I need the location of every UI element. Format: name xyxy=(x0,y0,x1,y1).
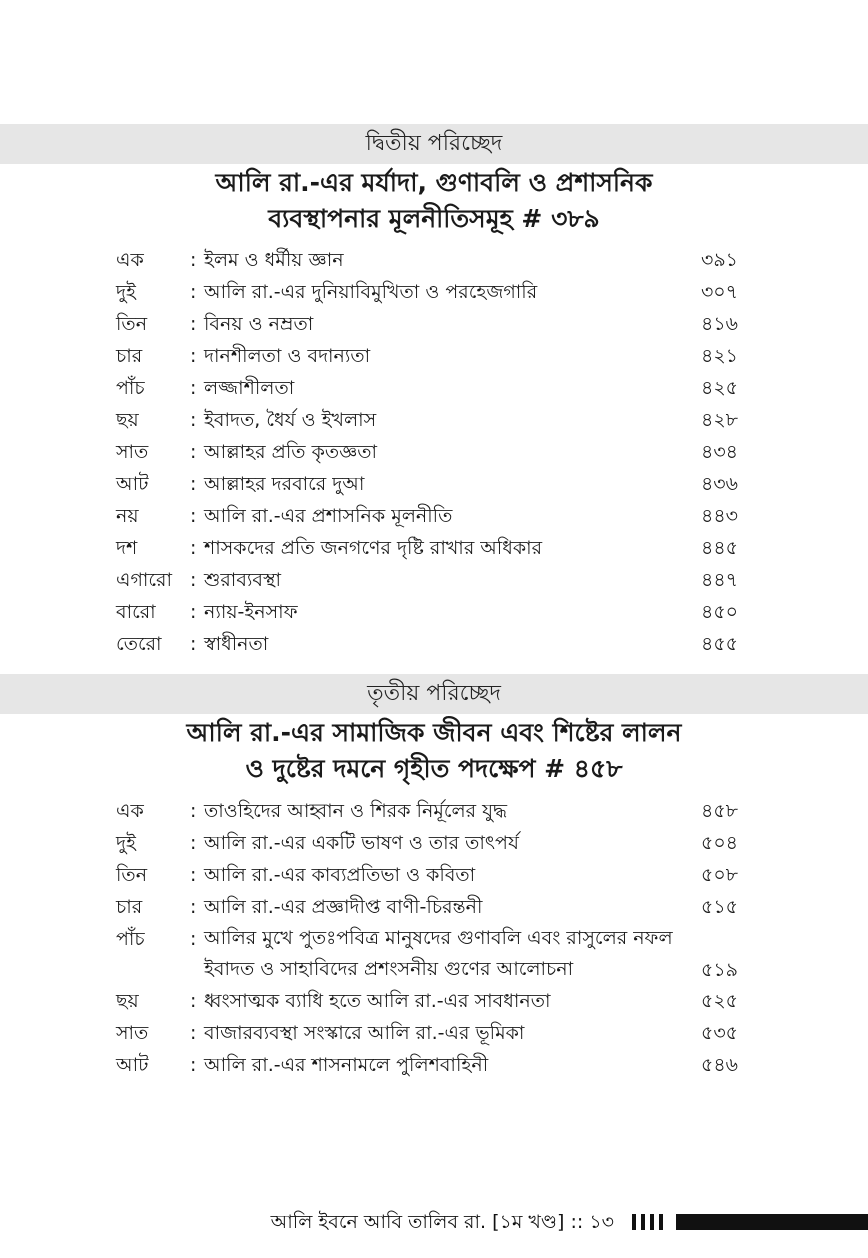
entry-page-number: ৪২৫ xyxy=(700,377,738,399)
toc-list xyxy=(0,244,868,660)
footer-bar xyxy=(659,1214,663,1230)
entry-number: ছয় xyxy=(116,409,139,431)
entry-page-number: ৫৩৫ xyxy=(700,1022,738,1044)
entry-separator: : xyxy=(190,377,197,399)
entry-page-number: ৪৪৭ xyxy=(700,569,738,591)
chapter-heading: তৃতীয় পরিচ্ছেদ xyxy=(367,681,501,706)
chapter-title-line-2: ও দুষ্টের দমনে গৃহীত পদক্ষেপ # ৪৫৮ xyxy=(245,754,623,783)
entry-separator: : xyxy=(190,441,197,463)
toc-entry xyxy=(0,500,868,532)
chapter-title-line-1: আলি রা.-এর মর্যাদা, গুণাবলি ও প্রশাসনিক xyxy=(215,168,653,197)
entry-number: এক xyxy=(116,249,144,271)
entry-separator: : xyxy=(190,569,197,591)
entry-separator: : xyxy=(190,832,197,854)
toc-entry xyxy=(0,244,868,276)
page-footer xyxy=(0,1208,868,1236)
entry-page-number: ৩৯১ xyxy=(700,249,738,271)
entry-title: বিনয় ও নম্রতা xyxy=(204,313,314,335)
entry-number: পাঁচ xyxy=(116,377,145,399)
entry-title: আলি রা.-এর কাব্যপ্রতিভা ও কবিতা xyxy=(204,864,476,886)
entry-page-number: ৪৪৩ xyxy=(700,505,738,527)
entry-separator: : xyxy=(190,409,197,431)
entry-page-number: ৩০৭ xyxy=(700,281,738,303)
toc-entry xyxy=(0,859,868,891)
entry-title: আল্লাহর দরবারে দুআ xyxy=(204,473,365,495)
entry-number: তেরো xyxy=(116,633,162,655)
entry-number: দুই xyxy=(116,281,136,303)
entry-page-number: ৫২৫ xyxy=(700,990,738,1012)
entry-page-number: ৪৩৪ xyxy=(700,441,738,463)
chapter-title-line-1: আলি রা.-এর সামাজিক জীবন এবং শিষ্টের লালন xyxy=(186,718,682,747)
entry-title: লজ্জাশীলতা xyxy=(204,377,295,399)
entry-number: তিন xyxy=(116,313,148,335)
chapter-title-line-2: ব্যবস্থাপনার মূলনীতিসমূহ # ৩৮৯ xyxy=(268,204,600,233)
entry-number: দুই xyxy=(116,832,136,854)
footer-bar xyxy=(632,1214,636,1230)
entry-number: নয় xyxy=(116,505,139,527)
entry-page-number: ৪২৮ xyxy=(700,409,738,431)
entry-title: আলি রা.-এর শাসনামলে পুলিশবাহিনী xyxy=(204,1054,489,1076)
entry-number: চার xyxy=(116,896,143,918)
entry-title: ইলম ও ধর্মীয় জ্ঞান xyxy=(204,249,344,271)
entry-number: দশ xyxy=(116,537,138,559)
toc-entry xyxy=(0,596,868,628)
entry-separator: : xyxy=(190,896,197,918)
footer-bar xyxy=(650,1214,654,1230)
entry-page-number: ৫৪৬ xyxy=(700,1054,738,1076)
entry-title: ইবাদত, ধৈর্য ও ইখলাস xyxy=(204,409,377,431)
entry-separator: : xyxy=(190,800,197,822)
entry-separator: : xyxy=(190,473,197,495)
entry-title: বাজারব্যবস্থা সংস্কারে আলি রা.-এর ভূমিকা xyxy=(204,1022,525,1044)
toc-entry xyxy=(0,276,868,308)
toc-entry xyxy=(0,564,868,596)
toc-entry xyxy=(0,795,868,827)
entry-separator: : xyxy=(190,864,197,886)
entry-page-number: ৫০৮ xyxy=(700,864,738,886)
toc-entry xyxy=(0,1017,868,1049)
entry-title: ধ্বংসাত্মক ব্যাধি হতে আলি রা.-এর সাবধানতা xyxy=(204,990,551,1012)
entry-page-number: ৪১৬ xyxy=(700,313,738,335)
footer-text: আলি ইবনে আবি তালিব রা. [১ম খণ্ড] :: ১৩ xyxy=(270,1211,614,1233)
entry-title: আলি রা.-এর প্রশাসনিক মূলনীতি xyxy=(204,505,453,527)
entry-separator: : xyxy=(190,990,197,1012)
entry-number: তিন xyxy=(116,864,148,886)
entry-page-number: ৪৫০ xyxy=(700,601,738,623)
entry-title: তাওহিদের আহ্বান ও শিরক নির্মূলের যুদ্ধ xyxy=(204,800,508,822)
toc-entry xyxy=(0,923,868,985)
toc-list xyxy=(0,795,868,1081)
toc-entry xyxy=(0,1049,868,1081)
entry-number: চার xyxy=(116,345,143,367)
entry-title: আলি রা.-এর দুনিয়াবিমুখিতা ও পরহেজগারি xyxy=(204,281,538,303)
entry-separator: : xyxy=(190,249,197,271)
entry-title: আলি রা.-এর একটি ভাষণ ও তার তাৎপর্য xyxy=(204,832,519,854)
footer-bar xyxy=(641,1214,645,1230)
entry-separator: : xyxy=(190,633,197,655)
entry-number: আট xyxy=(116,473,149,495)
entry-separator: : xyxy=(190,1054,197,1076)
entry-number: এক xyxy=(116,800,144,822)
chapter-heading: দ্বিতীয় পরিচ্ছেদ xyxy=(365,131,503,156)
toc-entry xyxy=(0,308,868,340)
entry-separator: : xyxy=(190,928,197,950)
entry-number: ছয় xyxy=(116,990,139,1012)
entry-title: আলির মুখে পুতঃপবিত্র মানুষদের গুণাবলি এবং রাসুলের নফল ইবাদত ও সাহাবিদের প্রশংসনীয় গুণের আলোচনা xyxy=(204,927,673,980)
entry-page-number: ৫০৪ xyxy=(700,832,738,854)
entry-number: সাত xyxy=(116,1022,149,1044)
entry-separator: : xyxy=(190,345,197,367)
entry-number: এগারো xyxy=(116,569,173,591)
entry-page-number: ৪২১ xyxy=(700,345,738,367)
chapter-heading-band xyxy=(0,674,868,714)
entry-page-number: ৪৪৫ xyxy=(701,537,738,559)
entry-page-number: ৫১৯ xyxy=(701,959,738,981)
entry-page-number: ৫১৫ xyxy=(701,896,738,918)
entry-separator: : xyxy=(190,505,197,527)
entry-page-number: ৪৩৬ xyxy=(700,473,738,495)
toc-entry xyxy=(0,985,868,1017)
entry-title: শাসকদের প্রতি জনগণের দৃষ্টি রাখার অধিকার xyxy=(204,537,543,559)
entry-title: আল্লাহর প্রতি কৃতজ্ঞতা xyxy=(204,441,378,463)
toc-entry xyxy=(0,468,868,500)
toc-entry xyxy=(0,628,868,660)
entry-page-number: ৪৫৫ xyxy=(701,633,738,655)
toc-entry xyxy=(0,532,868,564)
entry-title: আলি রা.-এর প্রজ্ঞাদীপ্ত বাণী-চিরন্তনী xyxy=(204,896,483,918)
toc-entry xyxy=(0,340,868,372)
chapter-heading-band xyxy=(0,124,868,164)
entry-title: ন্যায়-ইনসাফ xyxy=(204,601,298,623)
entry-title: শুরাব্যবস্থা xyxy=(204,569,282,591)
entry-title: দানশীলতা ও বদান্যতা xyxy=(204,345,371,367)
toc-entry xyxy=(0,372,868,404)
entry-separator: : xyxy=(190,1022,197,1044)
entry-separator: : xyxy=(190,281,197,303)
toc-entry xyxy=(0,436,868,468)
entry-title: স্বাধীনতা xyxy=(204,633,269,655)
entry-separator: : xyxy=(190,537,197,559)
entry-number: আট xyxy=(116,1054,149,1076)
entry-page-number: ৪৫৮ xyxy=(701,800,738,822)
toc-entry xyxy=(0,891,868,923)
toc-entry xyxy=(0,827,868,859)
entry-number: সাত xyxy=(116,441,149,463)
entry-separator: : xyxy=(190,313,197,335)
entry-separator: : xyxy=(190,601,197,623)
footer-thick-bar xyxy=(676,1214,868,1230)
toc-entry xyxy=(0,404,868,436)
entry-number: বারো xyxy=(116,601,156,623)
entry-number: পাঁচ xyxy=(116,928,145,950)
